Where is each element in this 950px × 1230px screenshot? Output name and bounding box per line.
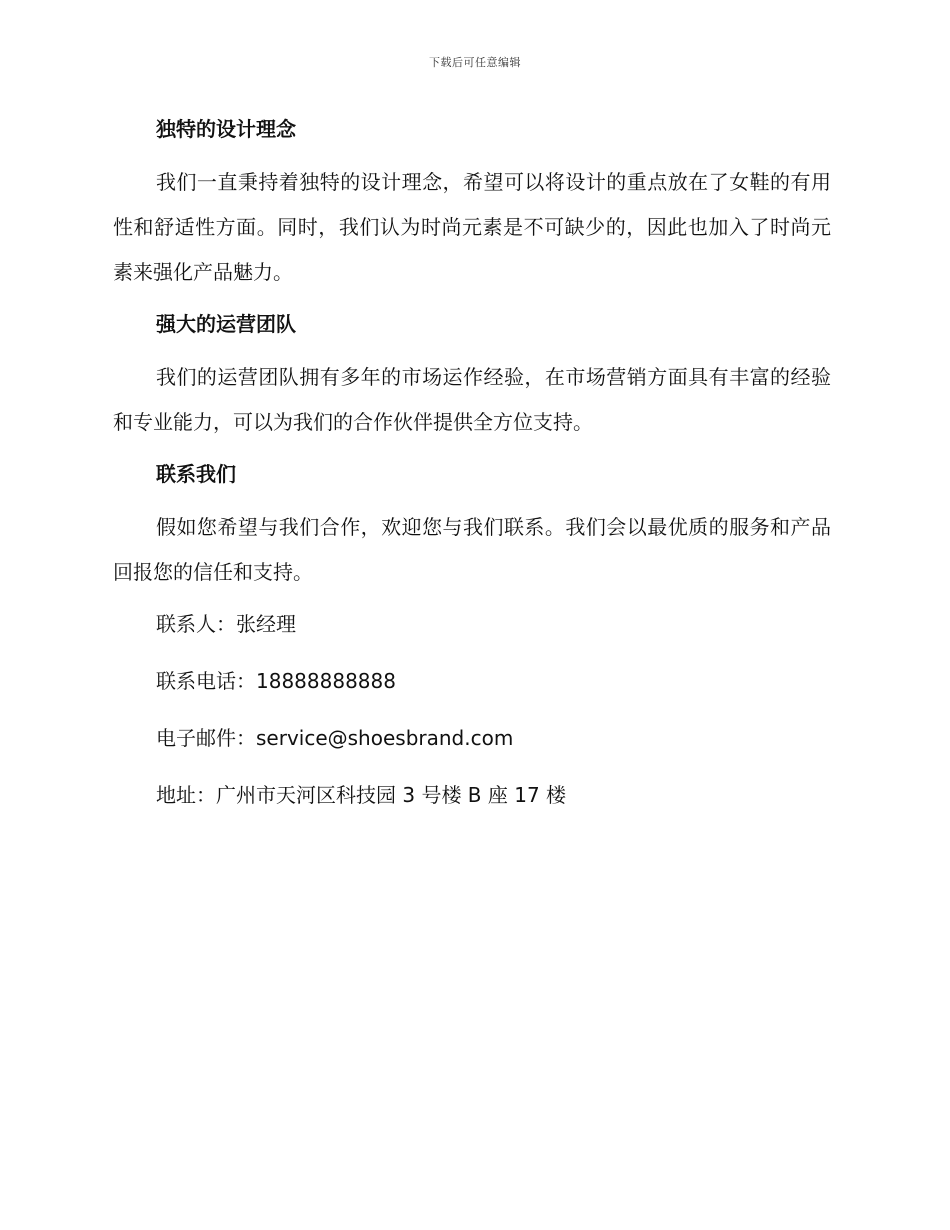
document-body	[113, 112, 831, 835]
section-paragraph-contact: 假如您希望与我们合作，欢迎您与我们联系。我们会以最优质的服务和产品回报您的信任和支持。	[113, 515, 831, 584]
section-heading-design: 独特的设计理念	[156, 117, 296, 141]
section-heading-contact: 联系我们	[156, 462, 236, 486]
section-paragraph-design: 我们一直秉持着独特的设计理念，希望可以将设计的重点放在了女鞋的有用性和舒适性方面。同时，我们认为时尚元素是不可缺少的，因此也加入了时尚元素来强化产品魅力。	[113, 170, 831, 284]
section-paragraph-team: 我们的运营团队拥有多年的市场运作经验，在市场营销方面具有丰富的经验和专业能力，可以为我们的合作伙伴提供全方位支持。	[113, 365, 831, 434]
contact-email: 电子邮件：service@shoesbrand.com	[156, 726, 514, 750]
contact-address: 地址：广州市天河区科技园 3 号楼 B 座 17 楼	[156, 783, 567, 807]
contact-phone: 联系电话：18888888888	[156, 669, 396, 693]
contact-person: 联系人：张经理	[156, 612, 296, 636]
header-note: 下载后可任意编辑	[429, 56, 521, 69]
section-heading-team: 强大的运营团队	[156, 312, 296, 336]
